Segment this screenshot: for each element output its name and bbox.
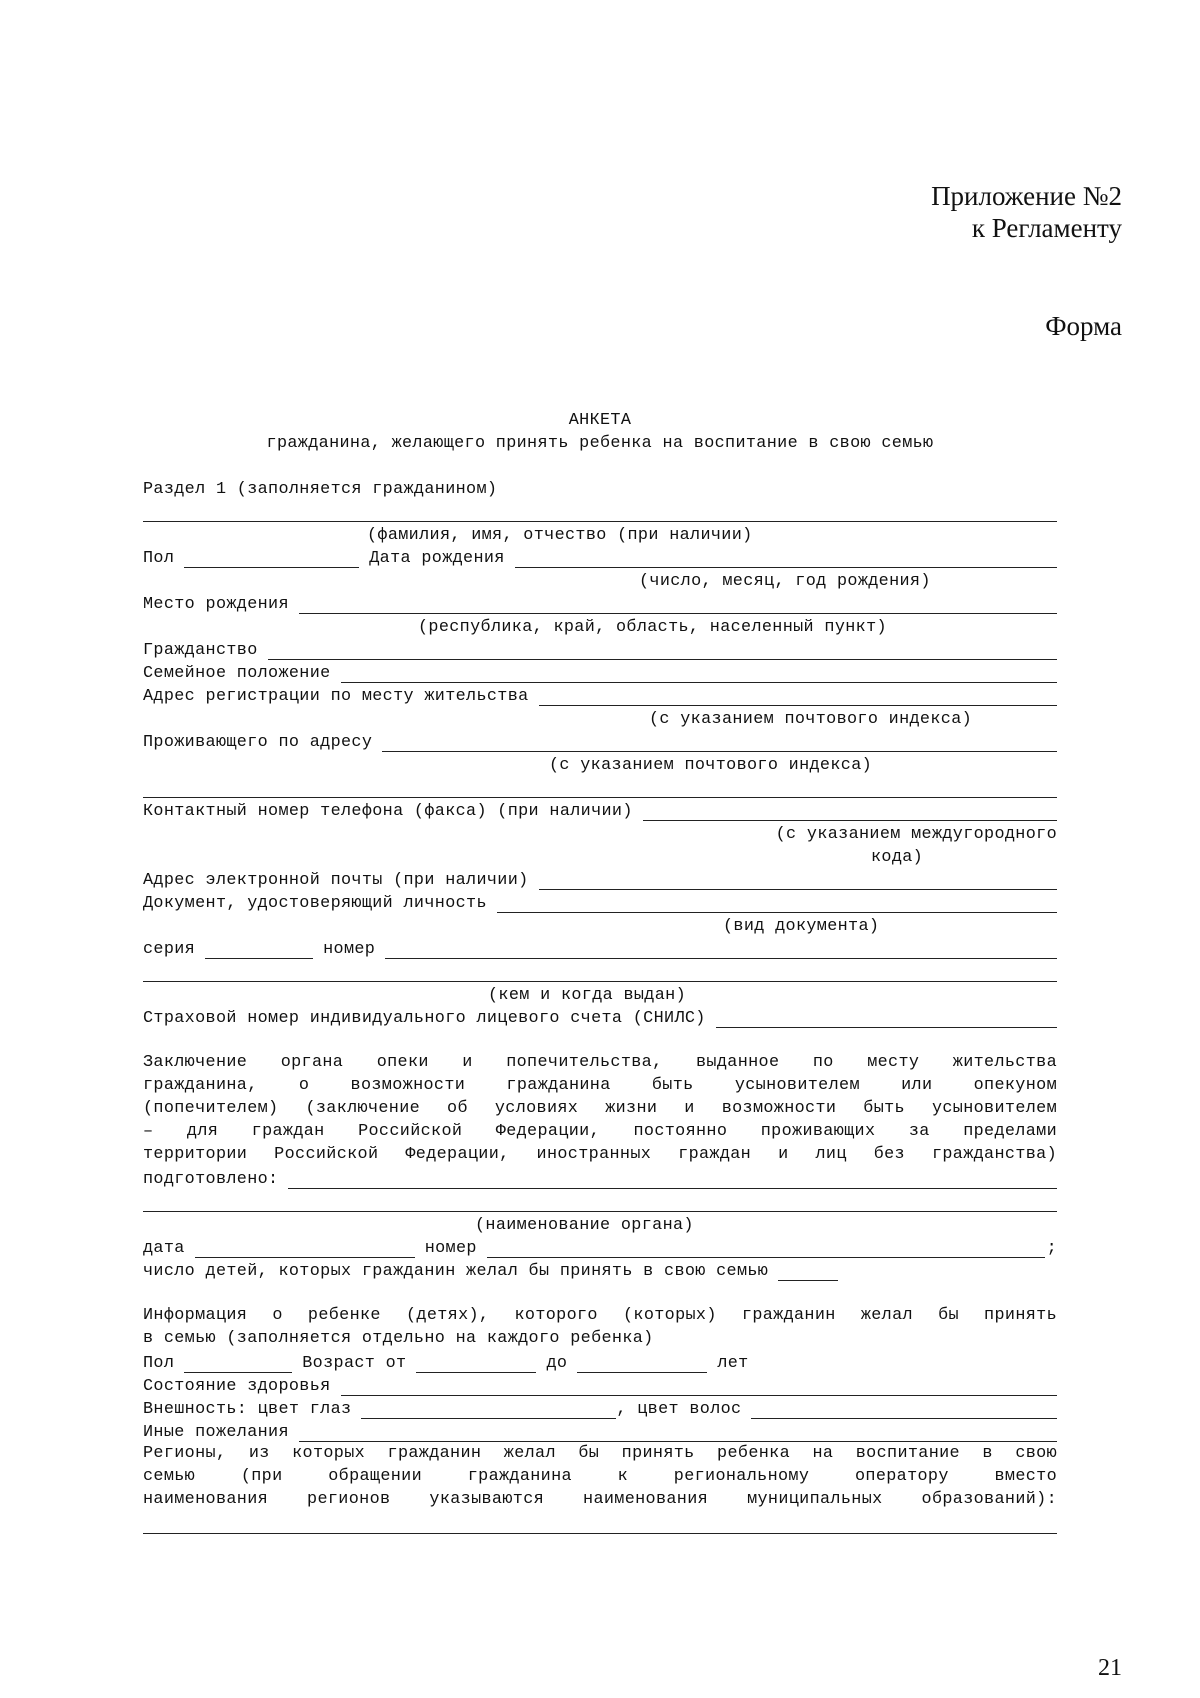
series-label: серия <box>143 940 196 959</box>
sex-birthdate-row <box>143 545 1057 568</box>
sex-field[interactable] <box>184 552 359 568</box>
conclusion-text-line: гражданина, о возможности гражданина быть усыновителем или опекуном <box>143 1076 1057 1095</box>
citizenship-row <box>143 637 1057 660</box>
appendix-number: Приложение №2 <box>931 181 1122 211</box>
email-row <box>143 867 1057 890</box>
child-sex-age-row <box>143 1350 1057 1373</box>
conclusion-text-line: Заключение органа опеки и попечительства, выданное по месту жительства <box>143 1053 1057 1072</box>
fio-row <box>143 499 1057 522</box>
conclusion-text-line: территории Российской Федерации, иностранных граждан и лиц без гражданства) <box>143 1145 1057 1164</box>
residence-address-hint: (с указанием почтового индекса) <box>549 756 873 775</box>
conclusion-date-field[interactable] <box>195 1242 415 1258</box>
registration-address-label: Адрес регистрации по месту жительства <box>143 687 529 706</box>
id-document-row <box>143 890 1057 913</box>
registration-address-field[interactable] <box>539 690 1057 706</box>
prepared-field[interactable] <box>288 1173 1057 1189</box>
phone-row <box>143 798 1057 821</box>
birth-place-hint: (республика, край, область, населенный пункт) <box>418 618 887 637</box>
children-count-row <box>143 1258 1057 1281</box>
birth-date-hint: (число, месяц, год рождения) <box>639 572 931 591</box>
health-field[interactable] <box>341 1380 1057 1396</box>
form-title: АНКЕТА <box>568 411 632 430</box>
residence-address-field[interactable] <box>382 736 1057 752</box>
regions-text-line: Регионы, из которых гражданин желал бы принять ребенка на воспитание в свою <box>143 1444 1057 1463</box>
fio-hint: (фамилия, имя, отчество (при наличии) <box>367 526 753 545</box>
conclusion-number-label: номер <box>424 1239 477 1258</box>
organ-name-row <box>143 1189 1057 1212</box>
phone-label: Контактный номер телефона (факса) (при наличии) <box>143 802 633 821</box>
regions-text-line: наименования регионов указываются наименования муниципальных образований): <box>143 1490 1057 1509</box>
residence-address-extra-field[interactable] <box>143 782 1057 798</box>
age-from-field[interactable] <box>416 1357 536 1373</box>
residence-address-row <box>143 729 1057 752</box>
child-sex-field[interactable] <box>184 1357 292 1373</box>
number-field[interactable] <box>385 943 1057 959</box>
eye-color-field[interactable] <box>361 1403 616 1419</box>
health-label: Состояние здоровья <box>143 1377 331 1396</box>
form-subtitle: гражданина, желающего принять ребенка на воспитание в свою семью <box>266 434 934 453</box>
citizenship-field[interactable] <box>268 644 1057 660</box>
regions-field[interactable] <box>143 1518 1057 1534</box>
marital-status-field[interactable] <box>341 667 1057 683</box>
email-field[interactable] <box>539 874 1057 890</box>
marital-status-row <box>143 660 1057 683</box>
birth-place-label: Место рождения <box>143 595 289 614</box>
child-sex-label: Пол <box>143 1354 175 1373</box>
other-wishes-field[interactable] <box>299 1426 1057 1442</box>
birth-place-row <box>143 591 1057 614</box>
age-to-label: до <box>546 1354 568 1373</box>
birth-date-label: Дата рождения <box>369 549 505 568</box>
child-info-intro-line: в семью (заполняется отдельно на каждого ребенка) <box>143 1329 654 1348</box>
conclusion-text-line: – для граждан Российской Федерации, постоянно проживающих за пределами <box>143 1122 1057 1141</box>
regions-row <box>143 1511 1057 1534</box>
conclusion-date-label: дата <box>143 1239 185 1258</box>
age-from-label: Возраст от <box>302 1354 407 1373</box>
hair-color-field[interactable] <box>751 1403 1057 1419</box>
sex-label: Пол <box>143 549 175 568</box>
semicolon: ; <box>1046 1239 1057 1258</box>
registration-address-row <box>143 683 1057 706</box>
snils-field[interactable] <box>716 1012 1057 1028</box>
form-label: Форма <box>1045 311 1122 341</box>
phone-field[interactable] <box>643 805 1057 821</box>
fio-field[interactable] <box>143 506 1057 522</box>
age-to-field[interactable] <box>577 1357 707 1373</box>
snils-row <box>143 1005 1057 1028</box>
phone-hint-2: кода) <box>871 848 924 867</box>
id-document-label: Документ, удостоверяющий личность <box>143 894 487 913</box>
series-field[interactable] <box>205 943 313 959</box>
residence-address-label: Проживающего по адресу <box>143 733 373 752</box>
registration-address-hint: (с указанием почтового индекса) <box>649 710 973 729</box>
children-count-label: число детей, которых гражданин желал бы принять в свою семью <box>143 1262 769 1281</box>
series-number-row <box>143 936 1057 959</box>
id-document-hint: (вид документа) <box>723 917 880 936</box>
citizenship-label: Гражданство <box>143 641 258 660</box>
prepared-label: подготовлено: <box>143 1170 279 1189</box>
conclusion-text-line: (попечителем) (заключение об условиях жизни и возможности быть усыновителем <box>143 1099 1057 1118</box>
conclusion-date-number-row <box>143 1235 1057 1258</box>
residence-address-extra-row <box>143 775 1057 798</box>
appendix-reference: к Регламенту <box>971 213 1122 243</box>
id-document-field[interactable] <box>497 897 1057 913</box>
phone-hint-1: (с указанием междугородного <box>775 825 1057 844</box>
birth-date-field[interactable] <box>515 552 1057 568</box>
section1-heading: Раздел 1 (заполняется гражданином) <box>143 480 498 499</box>
issued-by-field[interactable] <box>143 966 1057 982</box>
birth-place-field[interactable] <box>299 598 1057 614</box>
prepared-row <box>143 1166 1057 1189</box>
conclusion-number-field[interactable] <box>487 1242 1045 1258</box>
health-row <box>143 1373 1057 1396</box>
organ-name-field[interactable] <box>143 1196 1057 1212</box>
other-wishes-row <box>143 1419 1057 1442</box>
email-label: Адрес электронной почты (при наличии) <box>143 871 529 890</box>
years-label: лет <box>717 1354 749 1373</box>
children-count-field[interactable] <box>778 1265 838 1281</box>
appendix-header <box>931 180 1122 244</box>
child-info-intro-line: Информация о ребенке (детях), которого (которых) гражданин желал бы принять <box>143 1306 1057 1325</box>
issued-by-hint: (кем и когда выдан) <box>488 986 686 1005</box>
other-wishes-label: Иные пожелания <box>143 1423 289 1442</box>
hair-color-label: , цвет волос <box>616 1400 742 1419</box>
eye-color-label: Внешность: цвет глаз <box>143 1400 352 1419</box>
snils-label: Страховой номер индивидуального лицевого счета (СНИЛС) <box>143 1009 706 1028</box>
questionnaire-form <box>143 407 1057 1534</box>
appearance-row <box>143 1396 1057 1419</box>
number-label: номер <box>323 940 376 959</box>
organ-name-hint: (наименование органа) <box>475 1216 694 1235</box>
marital-status-label: Семейное положение <box>143 664 331 683</box>
page-number: 21 <box>1098 1655 1122 1681</box>
issued-by-row <box>143 959 1057 982</box>
regions-text-line: семью (при обращении гражданина к региональному оператору вместо <box>143 1467 1057 1486</box>
